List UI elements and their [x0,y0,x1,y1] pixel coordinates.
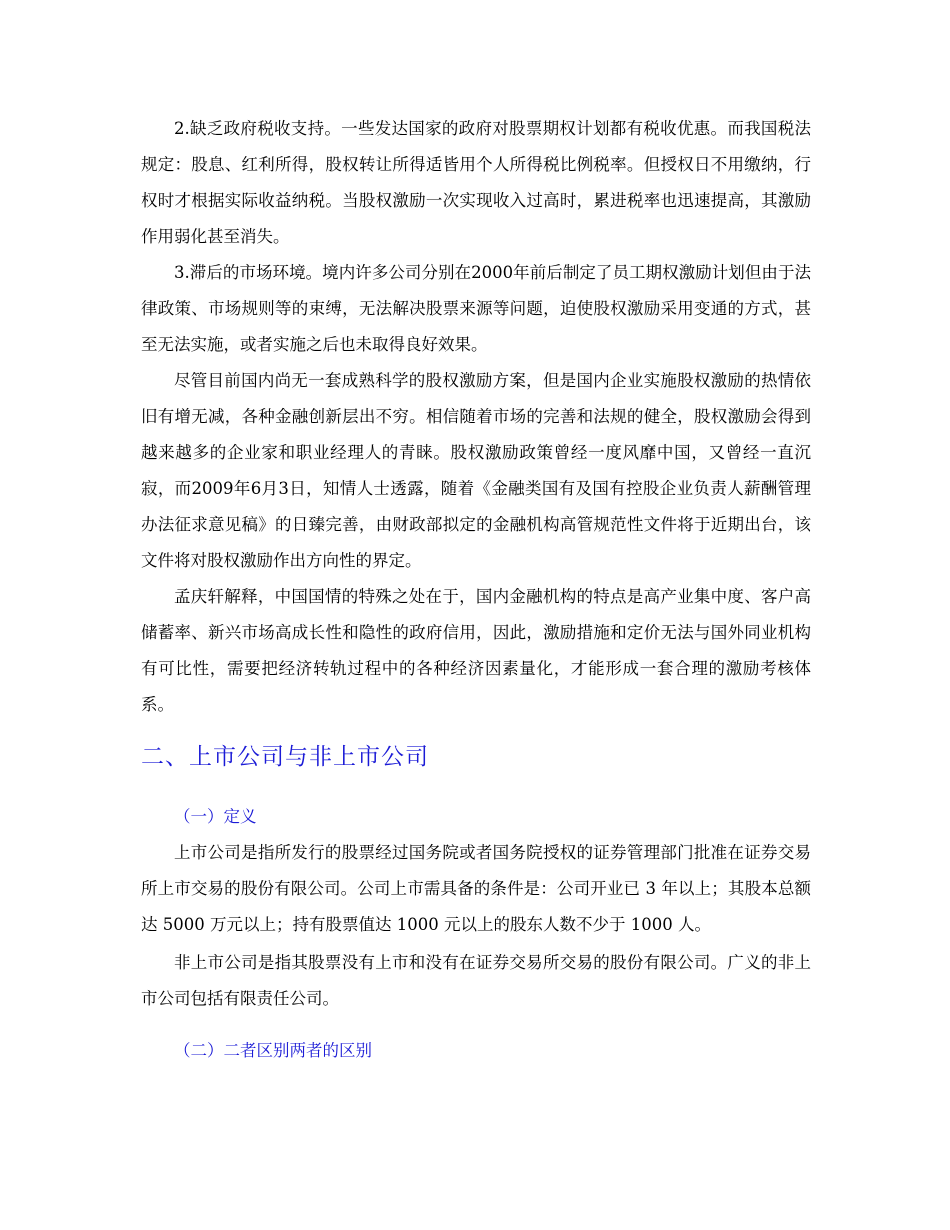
paragraph-tax-support: 2.缺乏政府税收支持。一些发达国家的政府对股票期权计划都有税收优惠。而我国税法规定：股息、红利所得，股权转让所得适皆用个人所得税比例税率。但授权日不用缴纳，行权时才根据实际收益纳税。当股权激励一次实现收入过高时，累进税率也迅速提高，其激励作用弱化甚至消失。 [141,119,811,246]
paragraph-market-environment: 3.滞后的市场环境。境内许多公司分别在2000年前后制定了员工期权激励计划但由于法律政策、市场规则等的束缚，无法解决股票来源等问题，迫使股权激励采用变通的方式，甚至无法实施，或者实施之后也未取得良好效果。 [141,263,811,354]
paragraph-equity-incentive: 尽管目前国内尚无一套成熟科学的股权激励方案，但是国内企业实施股权激励的热情依旧有增无减，各种金融创新层出不穷。相信随着市场的完善和法规的健全，股权激励会得到越来越多的企业家和职业经理人的青睐。股权激励政策曾经一度风靡中国，又曾经一直沉寂，而2009年6月3日，知情人士透露，随着《金融类国有及国有控股企业负责人薪酬管理办法征求意见稿》的日臻完善，由财政部拟定的金融机构高管规范性文件将于近期出台，该文件将对股权激励作出方向性的界定。 [141,371,811,570]
paragraph-unlisted-definition: 非上市公司是指其股票没有上市和没有在证券交易所交易的股份有限公司。广义的非上市公司包括有限责任公司。 [141,953,811,1008]
document-page [141,111,811,1069]
section-heading-listed-companies: 二、上市公司与非上市公司 [141,744,429,770]
paragraph-listed-definition: 上市公司是指所发行的股票经过国务院或者国务院授权的证券管理部门批准在证券交易所上市交易的股份有限公司。公司上市需具备的条件是：公司开业已 3 年以上；其股本总额达 5000 万元以上；持有股票值达 1000 元以上的股东人数不少于 1000 人。 [141,843,811,934]
subheading-definition: （一）定义 [174,807,257,826]
subheading-differences: （二）二者区别两者的区别 [174,1041,372,1060]
paragraph-meng-explanation: 孟庆轩解释，中国国情的特殊之处在于，国内金融机构的特点是高产业集中度、客户高储蓄率、新兴市场高成长性和隐性的政府信用，因此，激励措施和定价无法与国外同业机构有可比性，需要把经济转轨过程中的各种经济因素量化，才能形成一套合理的激励考核体系。 [141,587,811,714]
